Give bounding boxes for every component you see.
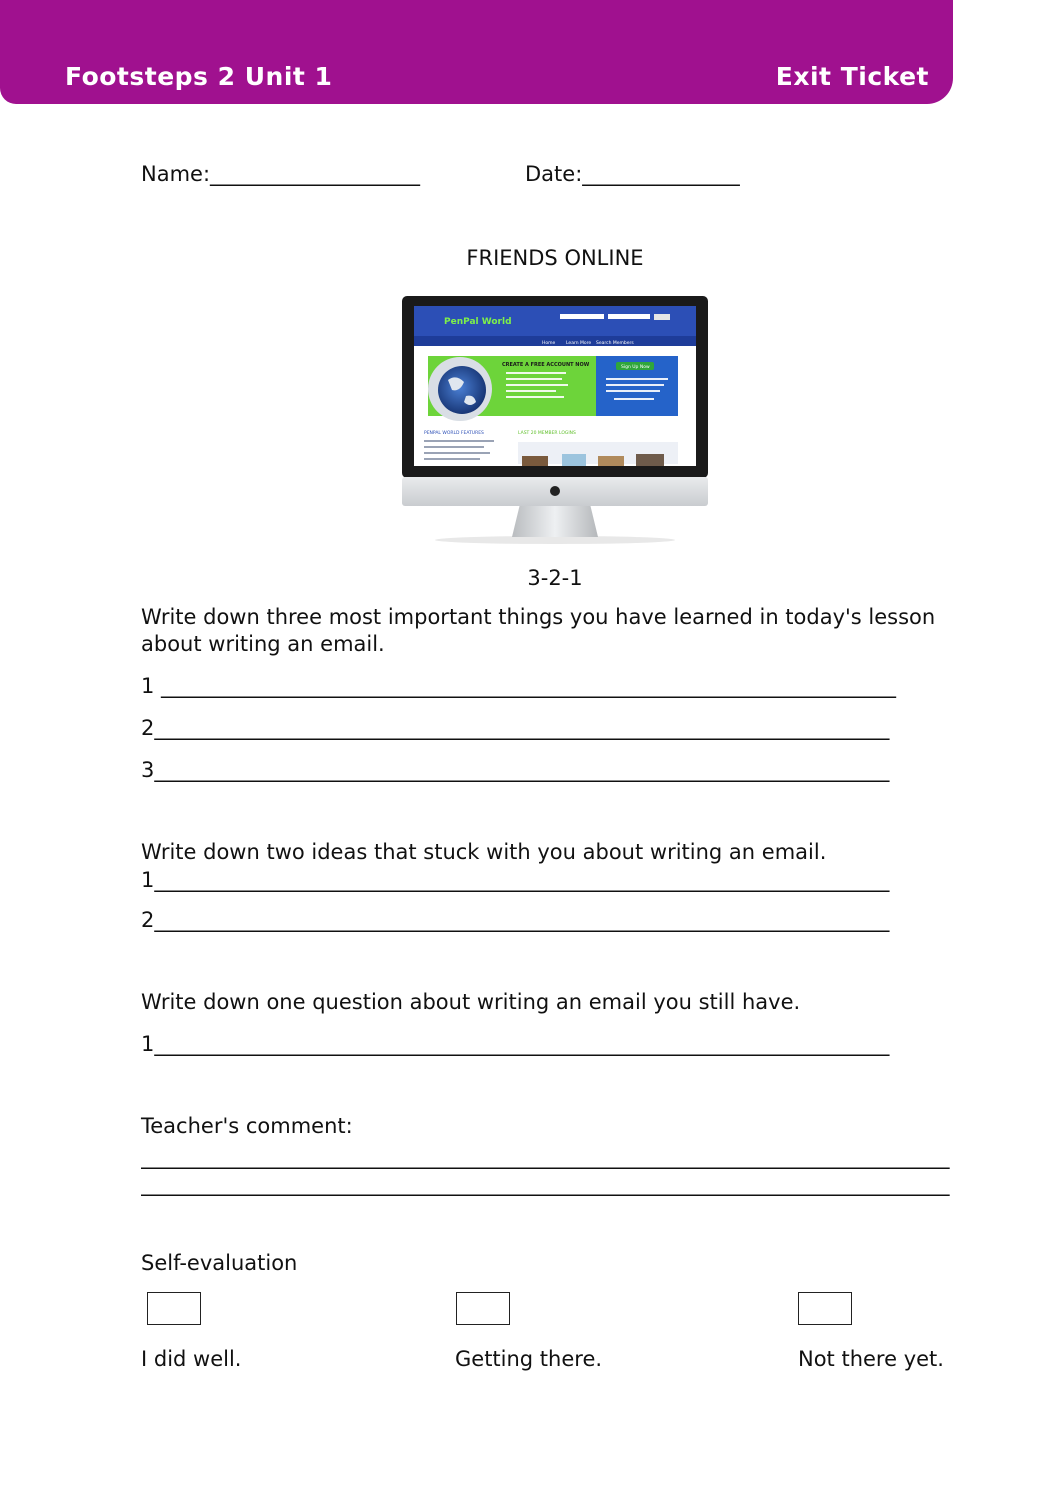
- question-3-prompt: Write down one question about writing an email you still have.: [141, 990, 801, 1014]
- question-1-answer-2[interactable]: 2______________________________________________________________________: [141, 716, 890, 740]
- computer-monitor-image: [400, 294, 710, 544]
- site-logins-heading: LAST 20 MEMBER LOGINS: [518, 431, 576, 436]
- question-1-answer-1[interactable]: 1 ______________________________________________________________________: [141, 674, 897, 698]
- site-tab-1: Home: [542, 341, 556, 346]
- header-banner: [0, 0, 953, 104]
- option-not-there-yet: Not there yet.: [798, 1347, 944, 1371]
- question-1-prompt-line-1: Write down three most important things you have learned in today's lesson: [141, 605, 936, 629]
- header-ticket-label: Exit Ticket: [775, 62, 929, 91]
- teacher-comment-line-1[interactable]: _____________________________________________________________________________: [141, 1145, 950, 1169]
- teacher-comment-line-2[interactable]: _____________________________________________________________________________: [141, 1172, 950, 1196]
- question-2-answer-2[interactable]: 2______________________________________________________________________: [141, 908, 890, 932]
- site-tab-3: Search Members: [596, 341, 634, 346]
- question-2-answer-1[interactable]: 1______________________________________________________________________: [141, 868, 890, 892]
- site-signup-button: Sign Up Now: [621, 365, 650, 370]
- name-field[interactable]: Name:____________________: [141, 162, 421, 186]
- worksheet-subtitle: 3-2-1: [527, 566, 583, 590]
- site-banner-text: CREATE A FREE ACCOUNT NOW: [502, 362, 590, 368]
- checkbox-getting-there[interactable]: [456, 1292, 510, 1325]
- checkbox-did-well[interactable]: [147, 1292, 201, 1325]
- question-1-answer-3[interactable]: 3______________________________________________________________________: [141, 758, 890, 782]
- teacher-comment-label: Teacher's comment:: [141, 1114, 353, 1138]
- penpal-logo: PenPal World: [444, 317, 512, 327]
- checkbox-not-there-yet[interactable]: [798, 1292, 852, 1325]
- date-field[interactable]: Date:_______________: [525, 162, 740, 186]
- option-did-well: I did well.: [141, 1347, 242, 1371]
- question-1-prompt-line-2: about writing an email.: [141, 632, 385, 656]
- option-getting-there: Getting there.: [455, 1347, 603, 1371]
- question-3-answer-1[interactable]: 1______________________________________________________________________: [141, 1032, 890, 1056]
- self-evaluation-label: Self-evaluation: [141, 1251, 298, 1275]
- site-tab-2: Learn More: [566, 341, 592, 346]
- site-features-heading: PENPAL WORLD FEATURES: [424, 431, 484, 436]
- header-unit-title: Footsteps 2 Unit 1: [65, 62, 333, 91]
- worksheet-title: FRIENDS ONLINE: [466, 246, 644, 270]
- question-2-prompt: Write down two ideas that stuck with you about writing an email.: [141, 840, 827, 864]
